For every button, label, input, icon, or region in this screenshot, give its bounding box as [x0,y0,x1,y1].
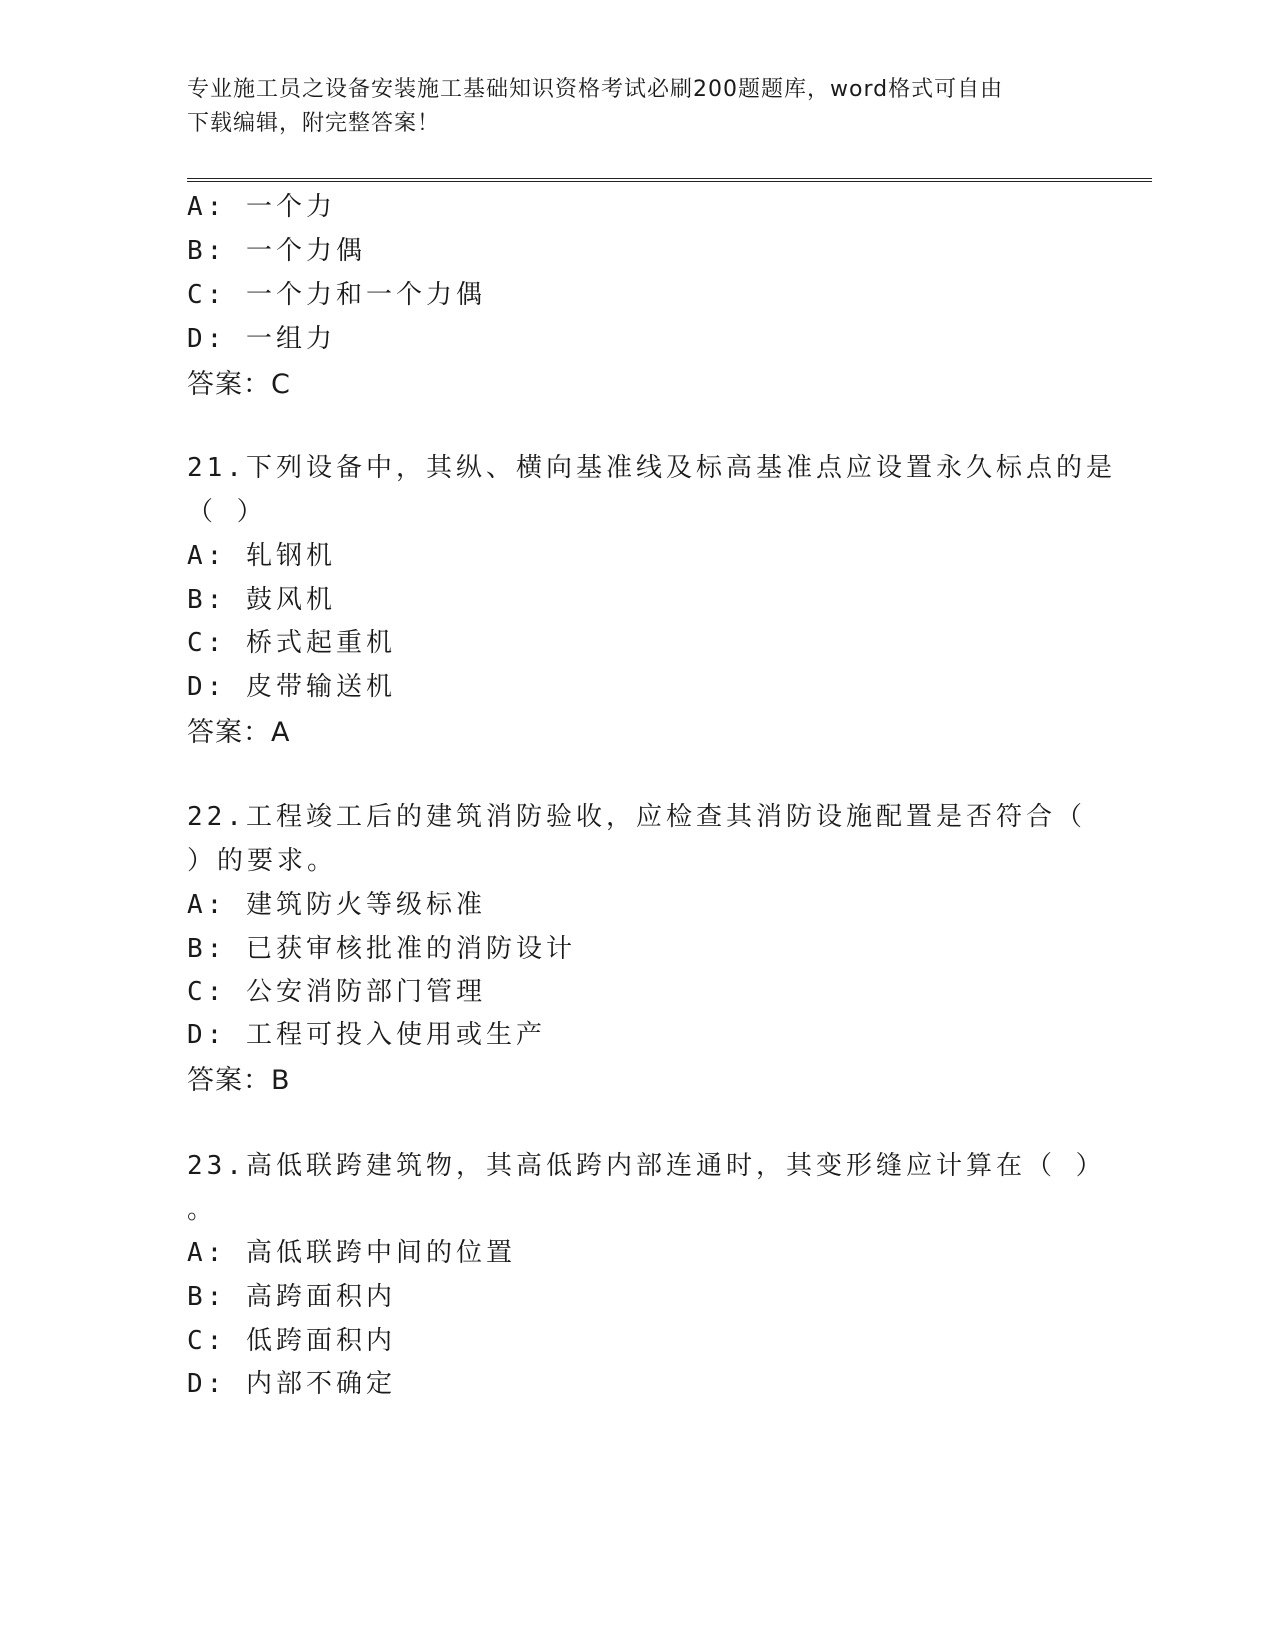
q20-option-c: C: 一个力和一个力偶 [187,280,486,310]
q22-option-b: B: 已获审核批准的消防设计 [187,934,576,964]
q22-answer: 答案：B [187,1065,291,1096]
q22-option-d: D: 工程可投入使用或生产 [187,1020,546,1050]
q22-stem-line-1: 22.工程竣工后的建筑消防验收，应检查其消防设施配置是否符合（ [187,802,1086,832]
header-line-1: 专业施工员之设备安装施工基础知识资格考试必刷200题题库，word格式可自由 [187,77,1004,102]
q22-option-a: A: 建筑防火等级标准 [187,890,486,920]
q23-stem-line-1: 23.高低联跨建筑物，其高低跨内部连通时，其变形缝应计算在（ ） [187,1151,1106,1181]
q23-option-b: B: 高跨面积内 [187,1282,396,1312]
q21-stem-line-2: （ ） [187,497,267,527]
q21-option-a: A: 轧钢机 [187,541,336,571]
q21-option-d: D: 皮带输送机 [187,672,396,702]
q20-option-d: D: 一组力 [187,324,336,354]
q23-option-c: C: 低跨面积内 [187,1326,396,1356]
q21-stem-line-1: 21.下列设备中，其纵、横向基准线及标高基准点应设置永久标点的是 [187,453,1116,483]
document-header [187,73,1067,141]
q21-option-c: C: 桥式起重机 [187,628,396,658]
q22-option-c: C: 公安消防部门管理 [187,977,486,1007]
q23-option-d: D: 内部不确定 [187,1369,396,1399]
q20-option-a: A: 一个力 [187,192,336,222]
q23-stem-line-2: 。 [187,1195,218,1225]
q20-option-b: B: 一个力偶 [187,236,366,266]
header-divider [187,178,1152,182]
q23-option-a: A: 高低联跨中间的位置 [187,1238,516,1268]
q21-answer: 答案：A [187,717,291,748]
q20-answer: 答案：C [187,369,291,400]
q22-stem-line-2: ）的要求。 [187,846,338,876]
header-line-2: 下载编辑，附完整答案！ [187,111,441,136]
q21-option-b: B: 鼓风机 [187,585,336,615]
